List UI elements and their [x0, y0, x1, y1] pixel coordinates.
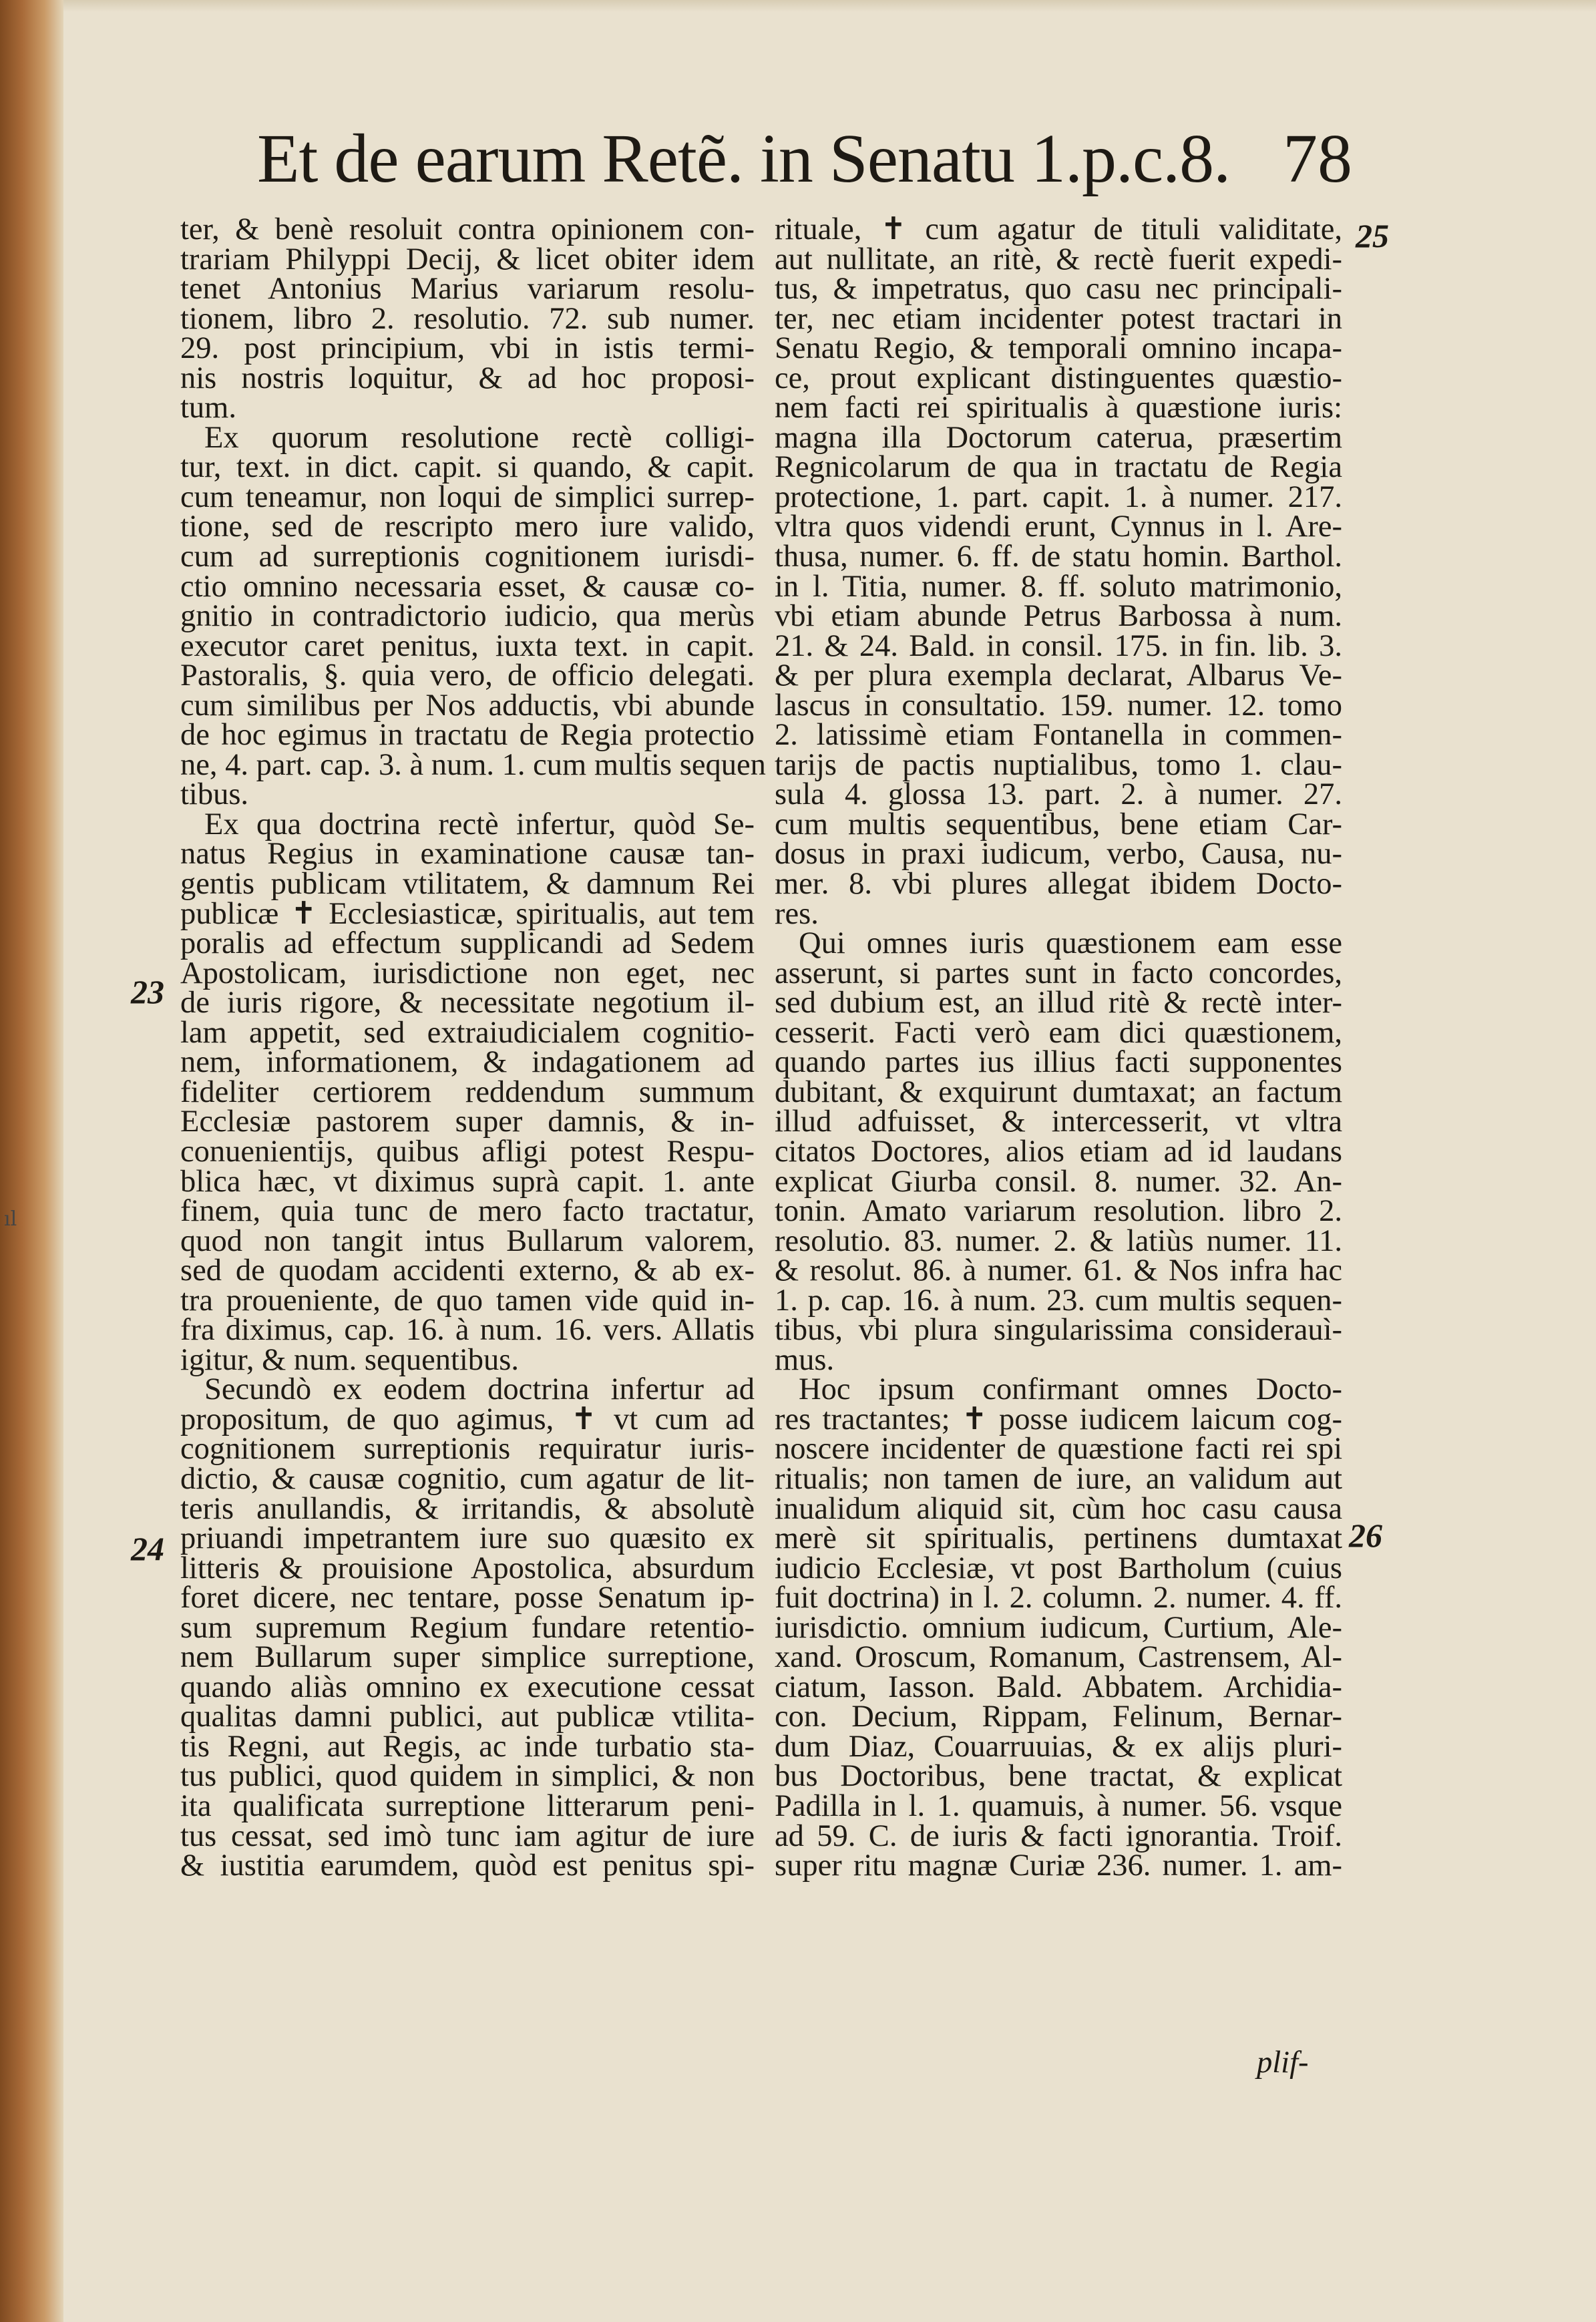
text-line: ritualis; non tamen de iure, an validum aut: [775, 1461, 1342, 1496]
text-line: Hoc ipsum confirmant omnes Docto-: [799, 1372, 1342, 1407]
text-line: res tractantes; ✝ posse iudicem laicum cog-: [775, 1402, 1342, 1436]
text-line: & iustitia earumdem, quòd est penitus spi-: [180, 1849, 755, 1883]
text-line: cesserit. Facti verò eam dici quæstionem,: [775, 1015, 1342, 1050]
text-line: tus publici, quod quidem in simplici, & non: [180, 1759, 755, 1794]
text-line: cum ad surreptionis cognitionem iurisdi-: [180, 540, 755, 574]
text-line: tur, text. in dict. capit. si quando, & capit.: [180, 450, 755, 485]
text-line: de iuris rigore, & necessitate negotium il-: [180, 986, 755, 1020]
text-line: qualitas damni publici, aut publicæ vtilita-: [180, 1700, 755, 1734]
text-line: Ex quorum resolutione rectè colligi-: [204, 420, 755, 455]
text-line: magna illa Doctorum caterua, præsertim: [775, 420, 1342, 455]
text-line: iudicio Ecclesiæ, vt post Bartholum (cuius: [775, 1551, 1342, 1585]
running-head: Et de earum Retẽ. in Senatu 1.p.c.8.: [257, 120, 1231, 197]
text-line: nis nostris loquitur, & ad hoc proposi-: [180, 361, 755, 395]
text-line: tibus.: [180, 777, 249, 812]
text-line: ce, prout explicant distinguentes quæstio-: [775, 361, 1342, 395]
page-header: [257, 112, 1352, 206]
text-line: vbi etiam abunde Petrus Barbossa à num.: [775, 599, 1342, 634]
text-line: tonin. Amato variarum resolution. libro 2.: [775, 1194, 1342, 1229]
text-line: aut nullitate, an ritè, & rectè fuerit expedi-: [775, 242, 1342, 276]
text-line: Qui omnes iuris quæstionem eam esse: [799, 926, 1342, 961]
text-line: sula 4. glossa 13. part. 2. à numer. 27.: [775, 777, 1342, 812]
text-line: tione, sed de rescripto mero iure valido,: [180, 510, 755, 544]
text-line: ter, nec etiam incidenter potest tractari in: [775, 301, 1342, 336]
text-line: natus Regius in examinatione causæ tan-: [180, 837, 755, 872]
text-line: super ritu magnæ Curiæ 236. numer. 1. am-: [775, 1849, 1342, 1883]
text-line: nem Bullarum super simplice surreptione,: [180, 1640, 755, 1675]
margin-number-24: 24: [131, 1530, 164, 1567]
text-line: cum teneamur, non loqui de simplici surrep-: [180, 479, 755, 514]
text-line: & resolut. 86. à numer. 61. & Nos infra hac: [775, 1253, 1342, 1288]
text-line: litteris & prouisione Apostolica, absurdum: [180, 1551, 755, 1585]
text-line: cognitionem surreptionis requiratur iuris-: [180, 1432, 755, 1467]
text-line: con. Decium, Rippam, Felinum, Bernar-: [775, 1700, 1342, 1734]
text-line: Pastoralis, §. quia vero, de officio delegati.: [180, 658, 755, 693]
text-line: tus, & impetratus, quo casu nec principali-: [775, 272, 1342, 307]
text-line: nem, informationem, & indagationem ad: [180, 1045, 755, 1080]
text-line: Secundò ex eodem doctrina infertur ad: [204, 1372, 755, 1407]
text-line: tionem, libro 2. resolutio. 72. sub numer.: [180, 301, 755, 336]
text-line: priuandi impetrantem iure suo quæsito ex: [180, 1521, 755, 1556]
text-line: res.: [775, 896, 819, 931]
text-line: poralis ad effectum supplicandi ad Sedem: [180, 926, 755, 961]
text-line: ad 59. C. de iuris & facti ignorantia. Troif.: [775, 1818, 1342, 1853]
text-line: Padilla in l. 1. quamuis, à numer. 56. vsque: [775, 1788, 1342, 1823]
margin-number-25: 25: [1356, 217, 1389, 254]
text-line: tus cessat, sed imò tunc iam agitur de iure: [180, 1818, 755, 1853]
text-line: 21. & 24. Bald. in consil. 175. in fin. lib. 3.: [775, 628, 1342, 663]
text-line: fideliter certiorem reddendum summum: [180, 1075, 755, 1109]
text-line: quando aliàs omnino ex executione cessat: [180, 1670, 755, 1704]
text-line: lam appetit, sed extraiudicialem cognitio-: [180, 1015, 755, 1050]
text-line: Ecclesiæ pastorem super damnis, & in-: [180, 1105, 755, 1139]
text-line: ctio omnino necessaria esset, & causæ co-: [180, 569, 755, 604]
text-line: iurisdictio. omnium iudicum, Curtium, Ale-: [775, 1610, 1342, 1645]
catchword: plif-: [1257, 2046, 1309, 2080]
margin-number-23: 23: [131, 973, 164, 1010]
text-line: tum.: [180, 391, 236, 425]
text-line: tibus, vbi plura singularissima considerauì-: [775, 1313, 1342, 1348]
text-line: finem, quia tunc de mero facto tractatur,: [180, 1194, 755, 1229]
text-line: gentis publicam vtilitatem, & damnum Rei: [180, 867, 755, 902]
left-text-column: [180, 212, 766, 1883]
text-line: Ex qua doctrina rectè infertur, quòd Se-: [204, 807, 755, 841]
text-line: dubitant, & exquirunt dumtaxat; an factum: [775, 1075, 1342, 1109]
text-line: dosus in praxi iudicum, verbo, Causa, nu-: [775, 837, 1342, 872]
text-line: tenet Antonius Marius variarum resolu-: [180, 272, 755, 307]
text-line: blica hæc, vt diximus suprà capit. 1. ante: [180, 1164, 755, 1199]
text-line: dictio, & causæ cognitio, cum agatur de lit-: [180, 1461, 755, 1496]
text-line: vltra quos videndi erunt, Cynnus in l. Are-: [775, 510, 1342, 544]
text-line: citatos Doctores, alios etiam ad id laudans: [775, 1134, 1342, 1169]
margin-number-26: 26: [1349, 1517, 1382, 1554]
text-line: ter, & benè resoluit contra opinionem con-: [180, 212, 755, 246]
text-line: publicæ ✝ Ecclesiasticæ, spiritualis, aut tem: [180, 896, 755, 931]
page-top-edge: [63, 0, 1596, 12]
text-line: conuenientijs, quibus afligi potest Respu-: [180, 1134, 755, 1169]
text-line: in l. Titia, numer. 8. ff. soluto matrimonio,: [775, 569, 1342, 604]
text-line: gnitio in contradictorio iudicio, qua merùs: [180, 599, 755, 634]
text-line: tis Regni, aut Regis, ac inde turbatio sta-: [180, 1729, 755, 1764]
text-line: inualidum aliquid sit, cùm hoc casu causa: [775, 1491, 1342, 1526]
text-line: trariam Philyppi Decij, & licet obiter idem: [180, 242, 755, 276]
text-line: 2. latissimè etiam Fontanella in commen-: [775, 718, 1342, 753]
text-line: 1. p. cap. 16. à num. 23. cum multis sequen-: [775, 1283, 1342, 1318]
text-line: mus.: [775, 1342, 835, 1377]
right-text-column: [775, 212, 1342, 1883]
text-line: executor caret penitus, iuxta text. in capit.: [180, 628, 755, 663]
text-line: asserunt, si partes sunt in facto concordes,: [775, 956, 1342, 990]
text-line: fra diximus, cap. 16. à num. 16. vers. Allatis: [180, 1313, 755, 1348]
stray-margin-mark: ıl: [4, 1207, 17, 1231]
text-line: thusa, numer. 6. ff. de statu homin. Barthol.: [775, 540, 1342, 574]
text-line: cum similibus per Nos adductis, vbi abunde: [180, 688, 755, 723]
text-line: protectione, 1. part. capit. 1. à numer. 217.: [775, 479, 1342, 514]
text-line: quando partes ius illius facti supponentes: [775, 1045, 1342, 1080]
text-line: cum multis sequentibus, bene etiam Car-: [775, 807, 1342, 841]
text-line: igitur, & num. sequentibus.: [180, 1342, 520, 1377]
text-line: illud adfuisset, & intercesserit, vt vltra: [775, 1105, 1342, 1139]
text-line: Apostolicam, iurisdictione non eget, nec: [180, 956, 755, 990]
text-line: ita qualificata surreptione litterarum peni-: [180, 1788, 755, 1823]
text-line: xand. Oroscum, Romanum, Castrensem, Al-: [775, 1640, 1342, 1675]
text-line: Senatu Regio, & temporali omnino incapa-: [775, 331, 1342, 366]
text-line: sed de quodam accidenti externo, & ab ex-: [180, 1253, 755, 1288]
text-line: explicat Giurba consil. 8. numer. 32. An-: [775, 1164, 1342, 1199]
text-line: mer. 8. vbi plures allegat ibidem Docto-: [775, 867, 1342, 902]
text-line: merè sit spiritualis, pertinens dumtaxat: [775, 1521, 1342, 1556]
text-line: noscere incidenter de quæstione facti rei spi: [775, 1432, 1342, 1467]
text-line: sed dubium est, an illud ritè & rectè inter-: [775, 986, 1342, 1020]
text-line: ciatum, Iasson. Bald. Abbatem. Archidia-: [775, 1670, 1342, 1704]
text-line: tra proueniente, de quo tamen vide quid in-: [180, 1283, 755, 1318]
text-line: lascus in consultatio. 159. numer. 12. tomo: [775, 688, 1342, 723]
text-line: tarijs de pactis nuptialibus, tomo 1. clau-: [775, 747, 1342, 782]
text-line: quod non tangit intus Bullarum valorem,: [180, 1223, 755, 1258]
text-line: nem facti rei spiritualis à quæstione iuris:: [775, 391, 1342, 425]
text-line: dum Diaz, Couarruuias, & ex alijs pluri-: [775, 1729, 1342, 1764]
text-line: teris anullandis, & irritandis, & absolutè: [180, 1491, 755, 1526]
text-line: de hoc egimus in tractatu de Regia protectio: [180, 718, 755, 753]
text-line: sum supremum Regium fundare retentio-: [180, 1610, 755, 1645]
text-line: & per plura exempla declarat, Albarus Ve-: [775, 658, 1342, 693]
page-number: 78: [1283, 120, 1352, 197]
text-line: propositum, de quo agimus, ✝ vt cum ad: [180, 1402, 755, 1436]
text-line: foret dicere, nec tentare, posse Senatum ip-: [180, 1581, 755, 1615]
text-line: rituale, ✝ cum agatur de tituli validitate,: [775, 212, 1342, 246]
text-line: Regnicolarum de qua in tractatu de Regia: [775, 450, 1342, 485]
text-line: 29. post principium, vbi in istis termi-: [180, 331, 755, 366]
text-line: bus Doctoribus, bene tractat, & explicat: [775, 1759, 1342, 1794]
text-line: fuit doctrina) in l. 2. column. 2. numer. 4. ff.: [775, 1581, 1342, 1615]
text-line: ne, 4. part. cap. 3. à num. 1. cum multis sequen: [180, 747, 766, 782]
book-binding-gutter: [0, 0, 63, 2322]
text-line: resolutio. 83. numer. 2. & latiùs numer. 11.: [775, 1223, 1342, 1258]
